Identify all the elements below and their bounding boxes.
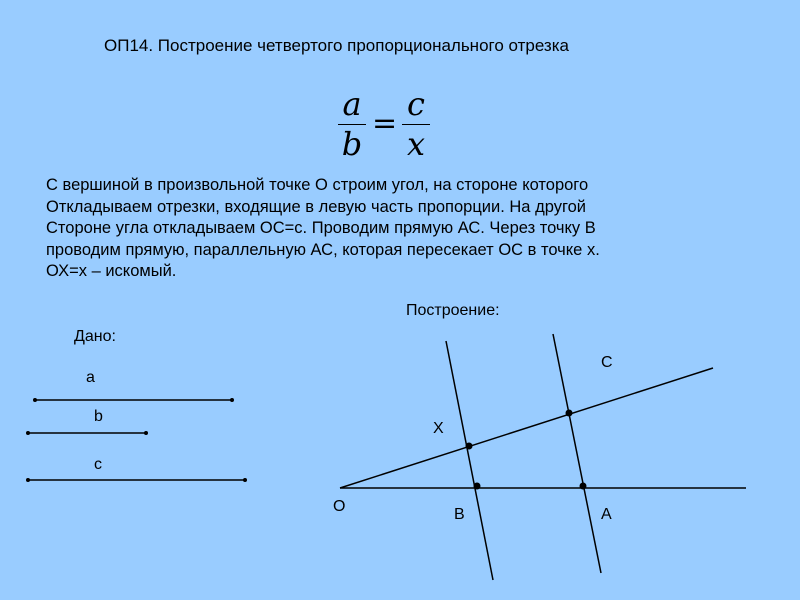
description-line: Откладываем отрезки, входящие в левую часть пропорции. На другой [46, 197, 586, 216]
formula-c: c [407, 85, 425, 123]
description-line: Стороне угла откладываем ОС=с. Проводим прямую АС. Через точку В [46, 219, 596, 237]
formula-x: x [406, 125, 426, 163]
point-c [566, 410, 573, 417]
description-line: проводим прямую, параллельную АС, которая пересекает ОС в точке х. [46, 240, 600, 259]
segment-b [26, 431, 148, 435]
ray-oc [340, 368, 713, 488]
given-label: Дано: [74, 328, 116, 345]
segment-a [33, 398, 234, 402]
point-b-label: B [454, 506, 465, 523]
description-line: ОХ=х – искомый. [46, 262, 177, 280]
point-x-label: X [433, 420, 444, 437]
segment-c [26, 478, 247, 482]
slide-title: ОП14. Построение четвертого пропорционального отрезка [104, 36, 569, 55]
segment-b-label: b [94, 408, 103, 425]
point-b [474, 483, 481, 490]
construction-label: Построение: [406, 302, 500, 319]
description-line: С вершиной в произвольной точке О строим угол, на стороне которого [46, 176, 589, 194]
point-c-label: C [601, 354, 613, 371]
segment-a-label: a [86, 369, 95, 386]
point-a [580, 483, 587, 490]
segment-c-label: c [94, 456, 102, 473]
point-o-label: O [333, 498, 346, 515]
formula-equals: = [372, 106, 398, 141]
point-a-label: A [601, 506, 612, 523]
formula-a: a [342, 85, 362, 123]
line-ac [553, 334, 601, 573]
point-x [466, 443, 473, 450]
formula-b: b [341, 125, 363, 163]
line-bx [446, 341, 493, 580]
